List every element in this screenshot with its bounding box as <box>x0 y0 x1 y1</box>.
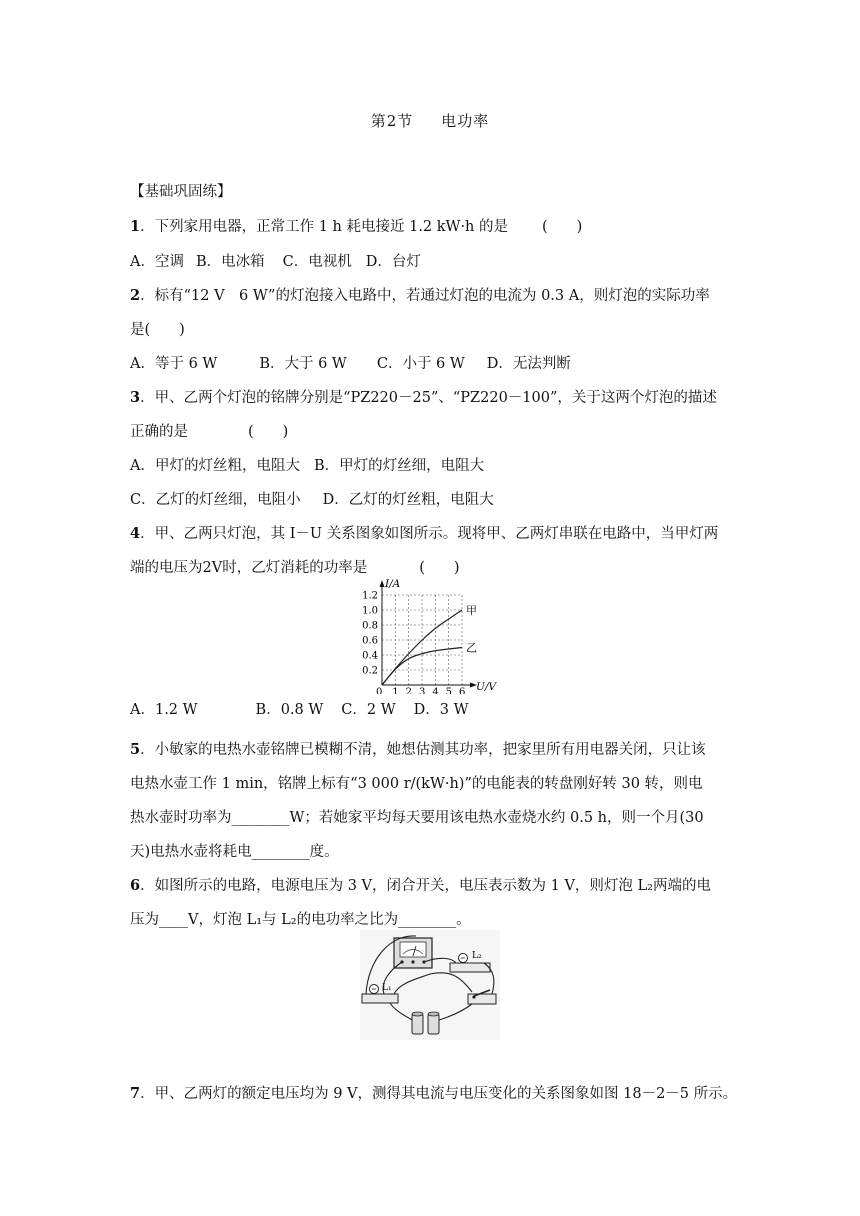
question-3-options-cd <box>130 488 730 509</box>
option-c: C．乙灯的灯丝细，电阻小 <box>130 492 301 508</box>
answer-bracket: ( ) <box>419 560 460 576</box>
question-text: ．下列家用电器，正常工作 1 h 耗电接近 1.2 kW·h 的是 <box>140 219 509 235</box>
circuit-figure <box>360 930 500 1040</box>
question-number: 3 <box>130 389 141 406</box>
x-tick-label: 1 <box>392 687 399 694</box>
option-c: C．2 W <box>341 702 396 718</box>
series-label-0: 甲 <box>466 604 477 617</box>
question-text: ．甲、乙两个灯泡的铭牌分别是“PZ220－25”、“PZ220－100”，关于这两个灯泡的描述 <box>140 390 717 406</box>
option-a: A．等于 6 W <box>130 356 218 372</box>
option-b: B．大于 6 W <box>259 356 347 372</box>
x-tick-label: 6 <box>459 687 466 694</box>
x-tick-label: 4 <box>432 687 439 694</box>
question-5-line4: 天)电热水壶将耗电________度。 <box>130 844 339 860</box>
option-c: C．小于 6 W <box>376 356 465 372</box>
x-tick-label: 2 <box>405 687 413 694</box>
option-d: D．无法判断 <box>486 356 571 372</box>
question-3-options-ab <box>130 454 730 475</box>
option-b: B．甲灯的灯丝细，电阻大 <box>313 458 485 474</box>
option-d: D．3 W <box>413 702 469 718</box>
x-axis-label: U/V <box>476 681 496 693</box>
option-d: D．乙灯的灯丝粗，电阻大 <box>322 492 494 508</box>
y-tick-label: 1.0 <box>362 605 378 617</box>
option-a: A．甲灯的灯丝粗，电阻大 <box>130 458 300 474</box>
option-c: C．电视机 <box>282 254 352 270</box>
question-number: 6 <box>130 877 141 894</box>
question-5-line2: 电热水壶工作 1 min，铭牌上标有“3 000 r/(kW·h)”的电能表的转盘刚好转 30 转，则电 <box>130 776 703 792</box>
lamp-l1-label: L₁ <box>382 983 392 993</box>
question-2-options <box>130 352 730 373</box>
question-5 <box>130 738 730 759</box>
question-1-options <box>130 250 730 271</box>
section-number: 第2节 <box>370 112 414 130</box>
question-text: ．小敏家的电热水壶铭牌已模糊不清，她想估测其功率，把家里所有用电器关闭，只让该 <box>140 742 706 758</box>
answer-bracket: ( ) <box>542 219 583 235</box>
y-tick-label: 0.8 <box>362 620 378 632</box>
y-tick-label: 0.2 <box>362 665 378 677</box>
question-text: ．如图所示的电路，电源电压为 3 V，闭合开关，电压表示数为 1 V，则灯泡 L₂两端的电 <box>140 878 711 894</box>
question-text: ．甲、乙两灯的额定电压均为 9 V，测得其电流与电压变化的关系图象如图 18－2－5 所示。 <box>140 1086 738 1102</box>
y-tick-label: 0.6 <box>362 635 378 647</box>
question-4 <box>130 522 730 543</box>
section-header: 【基础巩固练】 <box>130 184 232 200</box>
question-5-line3: 热水壶时功率为________W；若她家平均每天要用该电热水壶烧水约 0.5 h，则一个月(30 <box>130 810 704 826</box>
question-number: 7 <box>130 1085 141 1102</box>
question-4-cont <box>130 556 730 577</box>
question-number: 5 <box>130 741 141 758</box>
answer-bracket: ( ) <box>248 424 289 440</box>
x-tick-label: 5 <box>445 687 453 694</box>
chart-tick-labels <box>362 591 465 695</box>
question-6-cont: 压为____V，灯泡 L₁与 L₂的电功率之比为________。 <box>130 912 471 928</box>
question-text: ．甲、乙两只灯泡，其 I－U 关系图象如图所示。现将甲、乙两灯串联在电路中，当甲灯两 <box>140 526 719 542</box>
option-b: B．电冰箱 <box>195 254 265 270</box>
series-label-1: 乙 <box>466 641 477 655</box>
y-tick-label: 1.2 <box>362 590 378 602</box>
question-text: 正确的是 <box>130 424 188 440</box>
x-tick-label: 0 <box>376 687 383 694</box>
question-text: ．标有“12 V 6 W”的灯泡接入电路中，若通过灯泡的电流为 0.3 A，则灯泡的实际功率 <box>140 288 710 304</box>
question-3-cont <box>130 420 730 441</box>
option-d: D．台灯 <box>365 254 421 270</box>
iu-graph <box>345 576 505 694</box>
question-7 <box>130 1082 738 1103</box>
lamp-l2-label: L₂ <box>472 951 482 961</box>
chart-series <box>382 604 477 685</box>
y-axis-label: I/A <box>385 578 401 590</box>
question-2-cont: 是( ) <box>130 322 185 338</box>
question-4-options <box>130 698 730 719</box>
x-tick-label: 3 <box>419 687 426 694</box>
option-b: B．0.8 W <box>255 702 324 718</box>
question-3 <box>130 386 730 407</box>
section-name: 电功率 <box>441 112 490 130</box>
option-a: A．1.2 W <box>130 702 198 718</box>
question-text: 端的电压为2V时，乙灯消耗的功率是 <box>130 560 368 576</box>
question-6 <box>130 874 730 895</box>
question-1 <box>130 215 730 236</box>
question-number: 1 <box>130 218 141 235</box>
y-tick-label: 0.4 <box>362 650 378 662</box>
option-a: A．空调 <box>130 254 184 270</box>
question-2 <box>130 284 730 305</box>
page-title <box>0 110 860 131</box>
question-number: 2 <box>130 287 141 304</box>
question-number: 4 <box>130 525 141 542</box>
